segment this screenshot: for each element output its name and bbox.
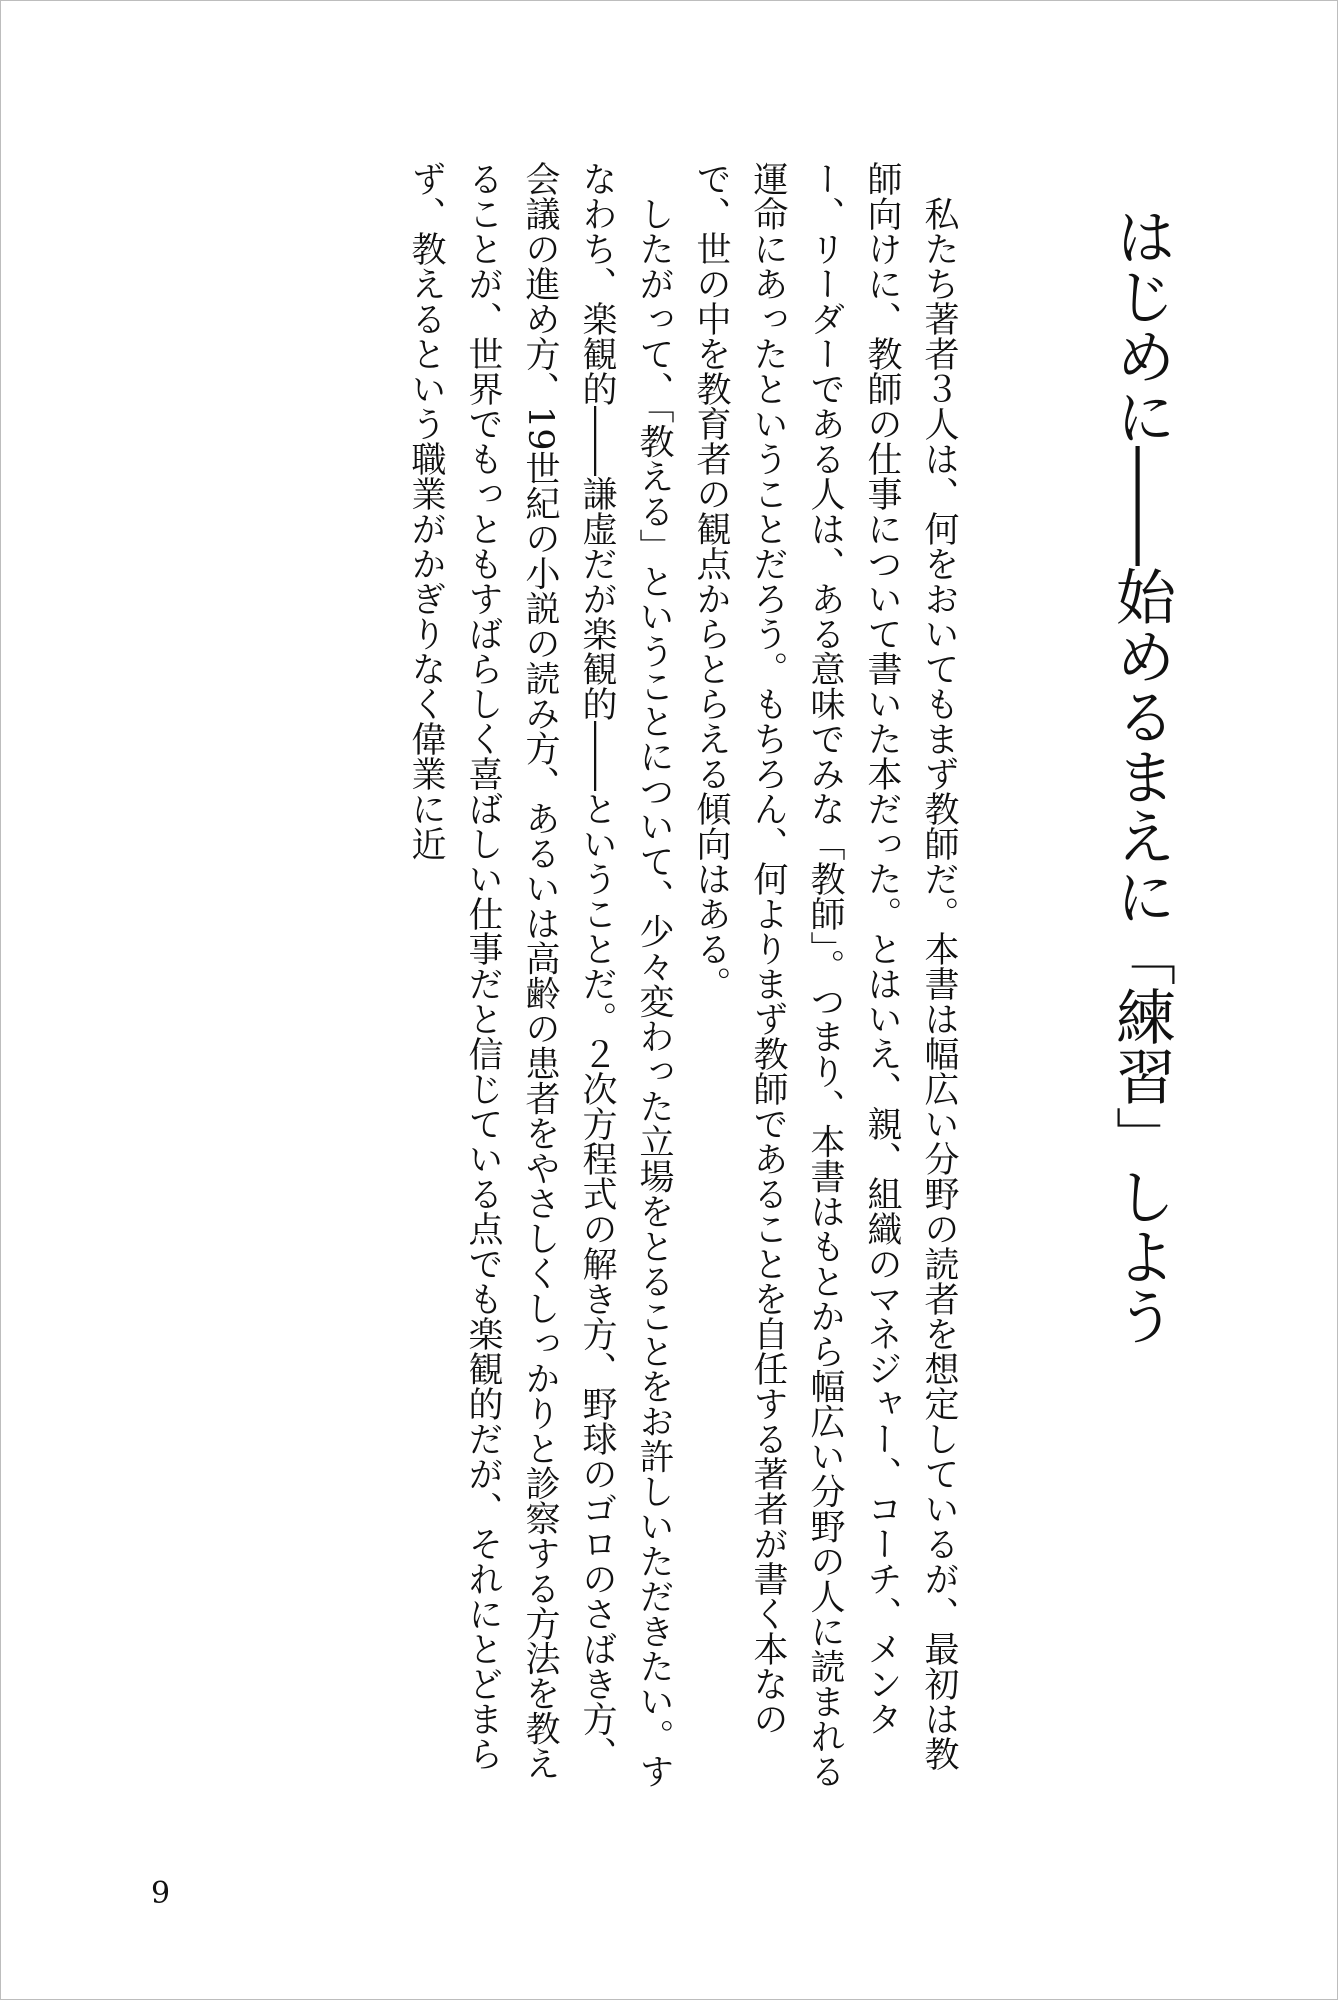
chapter-heading: はじめに――始めるまえに「練習」しよう [1106,206,1176,1346]
paragraph: 私たち著者３人は、何をおいてもまず教師だ。本書は幅広い分野の読者を想定しているが、最初は教師向けに、教師の仕事について書いた本だった。とはいえ、親、組織のマネジャー、コーチ、メンター、リーダーである人は、ある意味でみな「教師」。つまり、本書はもとから幅広い分野の人に読まれる運命にあったということだろう。もちろん、何よりまず教師であることを自任する著者が書く本なので、世の中を教育者の観点からとらえる傾向はある。 [691,161,959,1789]
body-text [317,161,967,1801]
page-number: 9 [151,1876,171,1911]
paragraph: したがって、「教える」ということについて、少々変わった立場をとることをお許しいただきたい。すなわち、楽観的――謙虚だが楽観的――ということだ。２次方程式の解き方、野球のゴロのさばき方、会議の進め方、19世紀の小説の読み方、あるいは高齢の患者をやさしくしっかりと診察する方法を教えることが、世界でもっともすばらしく喜ばしい仕事だと信じている点でも楽観的だが、それにとどまらず、教えるという職業がかぎりなく偉業に近 [406,161,674,1789]
